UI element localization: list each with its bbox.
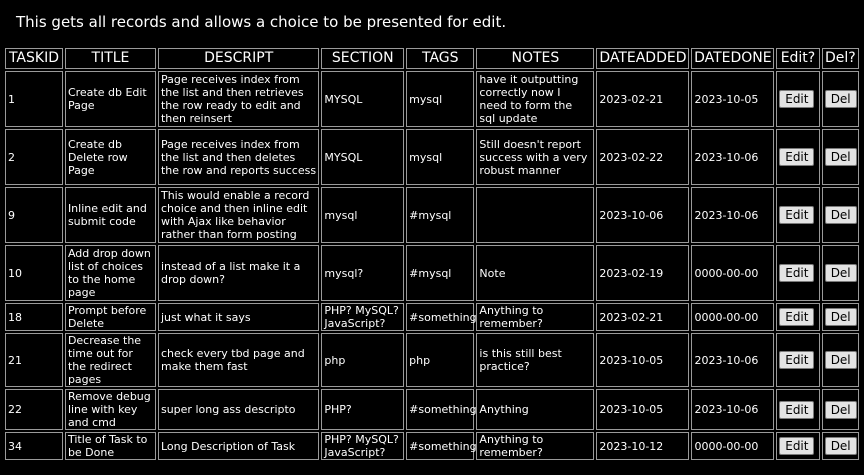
cell-datedone: 2023-10-06 bbox=[691, 333, 774, 387]
cell-section: MYSQL bbox=[321, 129, 404, 185]
delete-button[interactable]: Del bbox=[825, 437, 857, 455]
table-row bbox=[5, 71, 859, 127]
cell-section: PHP? bbox=[321, 389, 404, 430]
header-title: TITLE bbox=[65, 48, 156, 69]
header-descript: DESCRIPT bbox=[158, 48, 319, 69]
table-row bbox=[5, 389, 859, 430]
cell-taskid: 10 bbox=[5, 245, 63, 301]
cell-dateadded: 2023-10-05 bbox=[596, 333, 689, 387]
cell-datedone: 2023-10-06 bbox=[691, 187, 774, 243]
cell-datedone: 2023-10-06 bbox=[691, 389, 774, 430]
cell-tags: #mysql bbox=[406, 245, 474, 301]
cell-taskid: 21 bbox=[5, 333, 63, 387]
cell-edit bbox=[776, 71, 819, 127]
table-row bbox=[5, 333, 859, 387]
cell-notes: Note bbox=[476, 245, 594, 301]
cell-del bbox=[822, 187, 859, 243]
cell-tags: #something bbox=[406, 389, 474, 430]
header-section: SECTION bbox=[321, 48, 404, 69]
cell-tags: #something bbox=[406, 303, 474, 331]
cell-dateadded: 2023-10-06 bbox=[596, 187, 689, 243]
cell-dateadded: 2023-02-19 bbox=[596, 245, 689, 301]
cell-notes bbox=[476, 187, 594, 243]
cell-datedone: 2023-10-05 bbox=[691, 71, 774, 127]
delete-button[interactable]: Del bbox=[825, 264, 857, 282]
delete-button[interactable]: Del bbox=[825, 148, 857, 166]
cell-tags: php bbox=[406, 333, 474, 387]
table-row bbox=[5, 187, 859, 243]
header-del: Del? bbox=[822, 48, 859, 69]
header-tags: TAGS bbox=[406, 48, 474, 69]
cell-taskid: 34 bbox=[5, 432, 63, 460]
cell-edit bbox=[776, 245, 819, 301]
cell-notes: Anything to remember? bbox=[476, 303, 594, 331]
cell-datedone: 0000-00-00 bbox=[691, 303, 774, 331]
cell-descript: Page receives index from the list and then deletes the row and reports success bbox=[158, 129, 319, 185]
cell-section: mysql? bbox=[321, 245, 404, 301]
cell-taskid: 18 bbox=[5, 303, 63, 331]
cell-descript: check every tbd page and make them fast bbox=[158, 333, 319, 387]
header-notes: NOTES bbox=[476, 48, 594, 69]
cell-edit bbox=[776, 303, 819, 331]
delete-button[interactable]: Del bbox=[825, 90, 857, 108]
cell-del bbox=[822, 245, 859, 301]
cell-descript: just what it says bbox=[158, 303, 319, 331]
cell-taskid: 22 bbox=[5, 389, 63, 430]
cell-descript: super long ass descripto bbox=[158, 389, 319, 430]
cell-dateadded: 2023-02-21 bbox=[596, 303, 689, 331]
table-row bbox=[5, 245, 859, 301]
delete-button[interactable]: Del bbox=[825, 401, 857, 419]
cell-datedone: 2023-10-06 bbox=[691, 129, 774, 185]
header-taskid: TASKID bbox=[5, 48, 63, 69]
cell-title: Inline edit and submit code bbox=[65, 187, 156, 243]
cell-tags: #something bbox=[406, 432, 474, 460]
cell-notes: have it outputting correctly now I need to form the sql update bbox=[476, 71, 594, 127]
records-table bbox=[3, 46, 861, 462]
table-row bbox=[5, 129, 859, 185]
cell-dateadded: 2023-10-05 bbox=[596, 389, 689, 430]
cell-tags: mysql bbox=[406, 71, 474, 127]
cell-notes: is this still best practice? bbox=[476, 333, 594, 387]
cell-edit bbox=[776, 432, 819, 460]
cell-del bbox=[822, 303, 859, 331]
table-body bbox=[5, 71, 859, 460]
cell-edit bbox=[776, 187, 819, 243]
cell-edit bbox=[776, 333, 819, 387]
cell-tags: mysql bbox=[406, 129, 474, 185]
edit-button[interactable]: Edit bbox=[779, 437, 814, 455]
cell-descript: instead of a list make it a drop down? bbox=[158, 245, 319, 301]
edit-button[interactable]: Edit bbox=[779, 148, 814, 166]
cell-del bbox=[822, 389, 859, 430]
cell-del bbox=[822, 432, 859, 460]
cell-notes: Still doesn't report success with a very robust manner bbox=[476, 129, 594, 185]
cell-datedone: 0000-00-00 bbox=[691, 245, 774, 301]
cell-notes: Anything bbox=[476, 389, 594, 430]
cell-tags: #mysql bbox=[406, 187, 474, 243]
cell-section: PHP? MySQL? JavaScript? bbox=[321, 303, 404, 331]
header-dateadded: DATEADDED bbox=[596, 48, 689, 69]
cell-title: Remove debug line with key and cmd bbox=[65, 389, 156, 430]
cell-title: Add drop down list of choices to the home page bbox=[65, 245, 156, 301]
table-row bbox=[5, 432, 859, 460]
cell-dateadded: 2023-02-22 bbox=[596, 129, 689, 185]
header-edit: Edit? bbox=[776, 48, 819, 69]
header-row bbox=[5, 48, 859, 69]
cell-datedone: 0000-00-00 bbox=[691, 432, 774, 460]
cell-section: MYSQL bbox=[321, 71, 404, 127]
edit-button[interactable]: Edit bbox=[779, 308, 814, 326]
delete-button[interactable]: Del bbox=[825, 206, 857, 224]
edit-button[interactable]: Edit bbox=[779, 401, 814, 419]
cell-taskid: 9 bbox=[5, 187, 63, 243]
cell-del bbox=[822, 129, 859, 185]
cell-descript: This would enable a record choice and then inline edit with Ajax like behavior rather than form posting bbox=[158, 187, 319, 243]
cell-edit bbox=[776, 129, 819, 185]
cell-title: Create db Delete row Page bbox=[65, 129, 156, 185]
cell-dateadded: 2023-10-12 bbox=[596, 432, 689, 460]
cell-section: php bbox=[321, 333, 404, 387]
cell-taskid: 2 bbox=[5, 129, 63, 185]
cell-del bbox=[822, 71, 859, 127]
cell-dateadded: 2023-02-21 bbox=[596, 71, 689, 127]
header-datedone: DATEDONE bbox=[691, 48, 774, 69]
delete-button[interactable]: Del bbox=[825, 308, 857, 326]
edit-button[interactable]: Edit bbox=[779, 90, 814, 108]
cell-descript: Page receives index from the list and then retrieves the row ready to edit and then reinsert bbox=[158, 71, 319, 127]
delete-button[interactable]: Del bbox=[825, 351, 857, 369]
table-row bbox=[5, 303, 859, 331]
cell-title: Decrease the time out for the redirect pages bbox=[65, 333, 156, 387]
cell-section: PHP? MySQL? JavaScript? bbox=[321, 432, 404, 460]
table-header bbox=[5, 48, 859, 69]
cell-title: Prompt before Delete bbox=[65, 303, 156, 331]
page-intro-text: This gets all records and allows a choice to be presented for edit. bbox=[16, 13, 507, 31]
cell-edit bbox=[776, 389, 819, 430]
cell-title: Title of Task to be Done bbox=[65, 432, 156, 460]
edit-button[interactable]: Edit bbox=[779, 206, 814, 224]
cell-title: Create db Edit Page bbox=[65, 71, 156, 127]
cell-section: mysql bbox=[321, 187, 404, 243]
cell-del bbox=[822, 333, 859, 387]
edit-button[interactable]: Edit bbox=[779, 264, 814, 282]
cell-notes: Anything to remember? bbox=[476, 432, 594, 460]
cell-taskid: 1 bbox=[5, 71, 63, 127]
cell-descript: Long Description of Task bbox=[158, 432, 319, 460]
edit-button[interactable]: Edit bbox=[779, 351, 814, 369]
